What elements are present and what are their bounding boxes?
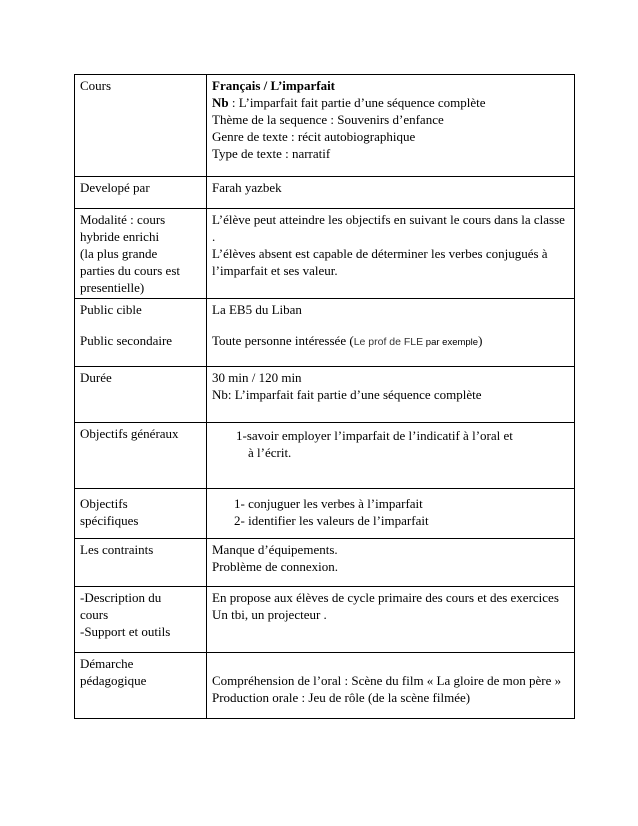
label-objectifs-generaux: Objectifs généraux — [75, 423, 207, 489]
label-public-secondaire: Public secondaire — [80, 333, 173, 348]
public-secondaire-close: ) — [478, 333, 483, 348]
label-modalite-line: hybride enrichi — [80, 229, 160, 244]
duree-line-1: 30 min / 120 min — [212, 370, 302, 385]
objectif-specifique-item: 1- conjuguer les verbes à l’imparfait — [234, 496, 423, 511]
value-contraintes — [207, 539, 575, 587]
public-secondaire-value — [212, 332, 570, 351]
label-description-line: cours — [80, 607, 109, 622]
duree-line-2: Nb: L’imparfait fait partie d’une séquence complète — [212, 387, 482, 402]
label-modalite-line: (la plus grande — [80, 246, 158, 261]
course-type: Type de texte : narratif — [212, 146, 331, 161]
label-description — [75, 587, 207, 653]
public-secondaire-note2: par exemple — [423, 337, 479, 348]
lesson-plan-table — [74, 74, 575, 719]
nb-text: : L’imparfait fait partie d’une séquence complète — [228, 95, 486, 110]
label-cours: Cours — [75, 75, 207, 177]
objectifs-generaux-line-2: à l’écrit. — [248, 445, 292, 460]
label-duree: Durée — [75, 367, 207, 423]
modalite-line: L’élève peut atteindre les objectifs en suivant le cours dans la classe . — [212, 212, 565, 244]
label-demarche — [75, 653, 207, 719]
description-line: Un tbi, un projecteur . — [212, 607, 327, 622]
contrainte-line: Manque d’équipements. — [212, 542, 338, 557]
contrainte-line: Problème de connexion. — [212, 559, 338, 574]
label-description-line: -Description du — [80, 590, 162, 605]
table-row-duree — [75, 367, 575, 423]
table-row-objectifs-specifiques — [75, 489, 575, 539]
table-row-developpe — [75, 177, 575, 209]
value-objectifs-specifiques — [207, 489, 575, 539]
public-secondaire-main: Toute personne intéressée ( — [212, 333, 354, 348]
public-secondaire-note: Le prof de FLE — [353, 336, 424, 348]
table-row-objectifs-generaux — [75, 423, 575, 489]
value-description — [207, 587, 575, 653]
label-objectifs-specifiques-line: spécifiques — [80, 513, 139, 528]
objectifs-generaux-line-1: 1-savoir employer l’imparfait de l’indicatif à l’oral et — [236, 428, 513, 443]
label-modalite — [75, 209, 207, 299]
label-contraintes: Les contraints — [75, 539, 207, 587]
course-nb — [212, 94, 570, 111]
value-duree — [207, 367, 575, 423]
value-objectifs-generaux — [207, 423, 575, 489]
table-row-contraintes — [75, 539, 575, 587]
course-title: Français / L’imparfait — [212, 78, 336, 93]
table-row-public — [75, 299, 575, 367]
table-row-modalite — [75, 209, 575, 299]
demarche-line: Compréhension de l’oral : Scène du film « La gloire de mon père » — [212, 673, 562, 688]
modalite-line: L’élèves absent est capable de déterminer les verbes conjugués à l’imparfait et ses valeur. — [212, 246, 548, 278]
demarche-line: Production orale : Jeu de rôle (de la scène filmée) — [212, 690, 471, 705]
objectif-specifique-item: 2- identifier les valeurs de l’imparfait — [234, 513, 429, 528]
course-theme: Thème de la sequence : Souvenirs d’enfance — [212, 112, 444, 127]
label-objectifs-specifiques-line: Objectifs — [80, 496, 128, 511]
nb-bold: Nb — [212, 95, 229, 110]
label-objectifs-specifiques — [75, 489, 207, 539]
label-modalite-line: presentielle) — [80, 280, 145, 295]
label-demarche-line: Démarche — [80, 656, 134, 671]
table-row-description — [75, 587, 575, 653]
label-description-line: -Support et outils — [80, 624, 171, 639]
label-modalite-line: parties du cours est — [80, 263, 181, 278]
value-modalite — [207, 209, 575, 299]
label-demarche-line: pédagogique — [80, 673, 147, 688]
label-public-cible: Public cible — [80, 302, 142, 317]
label-developpe: Developé par — [75, 177, 207, 209]
label-modalite-line: Modalité : cours — [80, 212, 166, 227]
value-demarche — [207, 653, 575, 719]
course-genre: Genre de texte : récit autobiographique — [212, 129, 416, 144]
label-public — [75, 299, 207, 367]
value-public — [207, 299, 575, 367]
value-cours — [207, 75, 575, 177]
value-developpe: Farah yazbek — [207, 177, 575, 209]
table-row-cours — [75, 75, 575, 177]
public-cible-value: La EB5 du Liban — [212, 302, 302, 317]
description-line: En propose aux élèves de cycle primaire des cours et des exercices — [212, 590, 559, 605]
table-row-demarche — [75, 653, 575, 719]
